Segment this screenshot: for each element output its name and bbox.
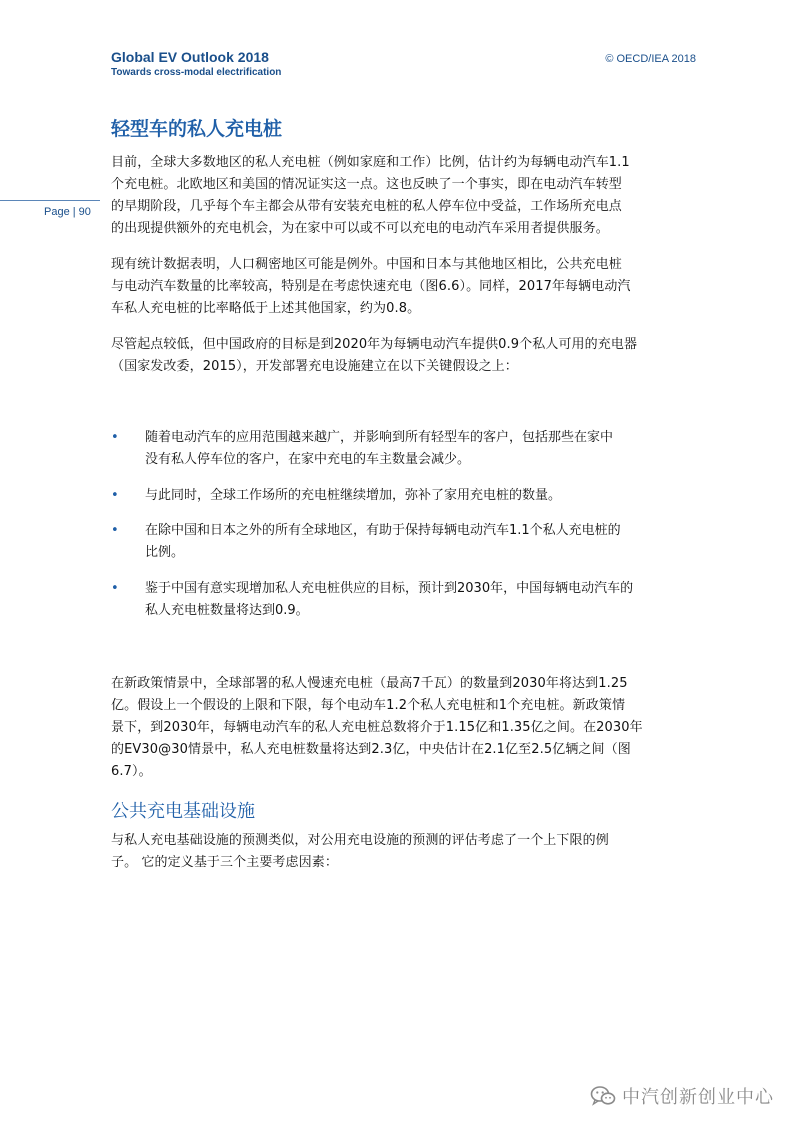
text-line: 尽管起点较低，但中国政府的目标是到2020年为每辆电动汽车提供0.9个私人可用的充电器 — [111, 337, 638, 352]
text-line: 比例。 — [145, 545, 185, 560]
text-line: 个充电桩。北欧地区和美国的情况证实这一点。这也反映了一个事实，即在电动汽车转型 — [111, 177, 622, 192]
text-line: 私人充电桩数量将达到0.9。 — [145, 603, 309, 618]
text-line: 的EV30@30情景中，私人充电桩数量将达到2.3亿，中央估计在2.1亿至2.5亿辆之间（图 — [111, 742, 631, 757]
text-line: 与电动汽车数量的比率较高，特别是在考虑快速充电（图6.6）。同样，2017年每辆电动汽 — [111, 279, 631, 294]
text-line: 车私人充电桩的比率略低于上述其他国家，约为0.8。 — [111, 301, 421, 316]
text-line: 子。 它的定义基于三个主要考虑因素： — [111, 855, 338, 870]
text-line: 在除中国和日本之外的所有全球地区，有助于保持每辆电动汽车1.1个私人充电桩的 — [145, 523, 621, 538]
paragraph — [111, 254, 696, 320]
paragraph — [111, 334, 696, 378]
text-line: 目前，全球大多数地区的私人充电桩（例如家庭和工作）比例，估计约为每辆电动汽车1.1 — [111, 155, 630, 170]
paragraph — [111, 152, 696, 240]
bullet-icon: • — [111, 581, 119, 596]
wechat-icon — [590, 1085, 616, 1107]
paragraph — [111, 830, 696, 874]
report-subtitle: Towards cross-modal electrification — [111, 67, 282, 78]
section-heading-private-charging: 轻型车的私人充电桩 — [111, 118, 283, 140]
page-divider — [0, 200, 100, 201]
text-line: 6.7）。 — [111, 764, 152, 779]
text-line: 随着电动汽车的应用范围越来越广，并影响到所有轻型车的客户，包括那些在家中 — [145, 430, 614, 445]
text-line: （国家发改委，2015），开发部署充电设施建立在以下关键假设之上： — [111, 359, 518, 374]
text-line: 与私人充电基础设施的预测类似，对公用充电设施的预测的评估考虑了一个上下限的例 — [111, 833, 609, 848]
section-heading-public-charging: 公共充电基础设施 — [111, 801, 255, 822]
text-line: 现有统计数据表明，人口稠密地区可能是例外。中国和日本与其他地区相比，公共充电桩 — [111, 257, 622, 272]
text-line: 在新政策情景中，全球部署的私人慢速充电桩（最高7千瓦）的数量到2030年将达到1.25 — [111, 676, 628, 691]
page-number: Page | 90 — [44, 206, 91, 218]
text-line: 的早期阶段，几乎每个车主都会从带有安装充电桩的私人停车位中受益，工作场所充电点 — [111, 199, 622, 214]
text-line: 亿。假设上一个假设的上限和下限，每个电动车1.2个私人充电桩和1个充电桩。新政策情 — [111, 698, 626, 713]
bullet-icon: • — [111, 523, 119, 538]
watermark-text: 中汽创新创业中心 — [622, 1087, 774, 1108]
paragraph — [111, 673, 696, 783]
text-line: 的出现提供额外的充电机会，为在家中可以或不可以充电的电动汽车采用者提供服务。 — [111, 221, 609, 236]
text-line: 没有私人停车位的客户，在家中充电的车主数量会减少。 — [145, 452, 471, 467]
watermark — [590, 1083, 774, 1109]
copyright-notice: © OECD/IEA 2018 — [605, 53, 696, 65]
text-line: 与此同时，全球工作场所的充电桩继续增加，弥补了家用充电桩的数量。 — [145, 488, 562, 503]
bullet-icon: • — [111, 430, 119, 445]
bullet-icon: • — [111, 488, 119, 503]
text-line: 鉴于中国有意实现增加私人充电桩供应的目标，预计到2030年，中国每辆电动汽车的 — [145, 581, 634, 596]
text-line: 景下，到2030年，每辆电动汽车的私人充电桩总数将介于1.15亿和1.35亿之间。在2030年 — [111, 720, 643, 735]
report-title: Global EV Outlook 2018 — [111, 49, 269, 65]
